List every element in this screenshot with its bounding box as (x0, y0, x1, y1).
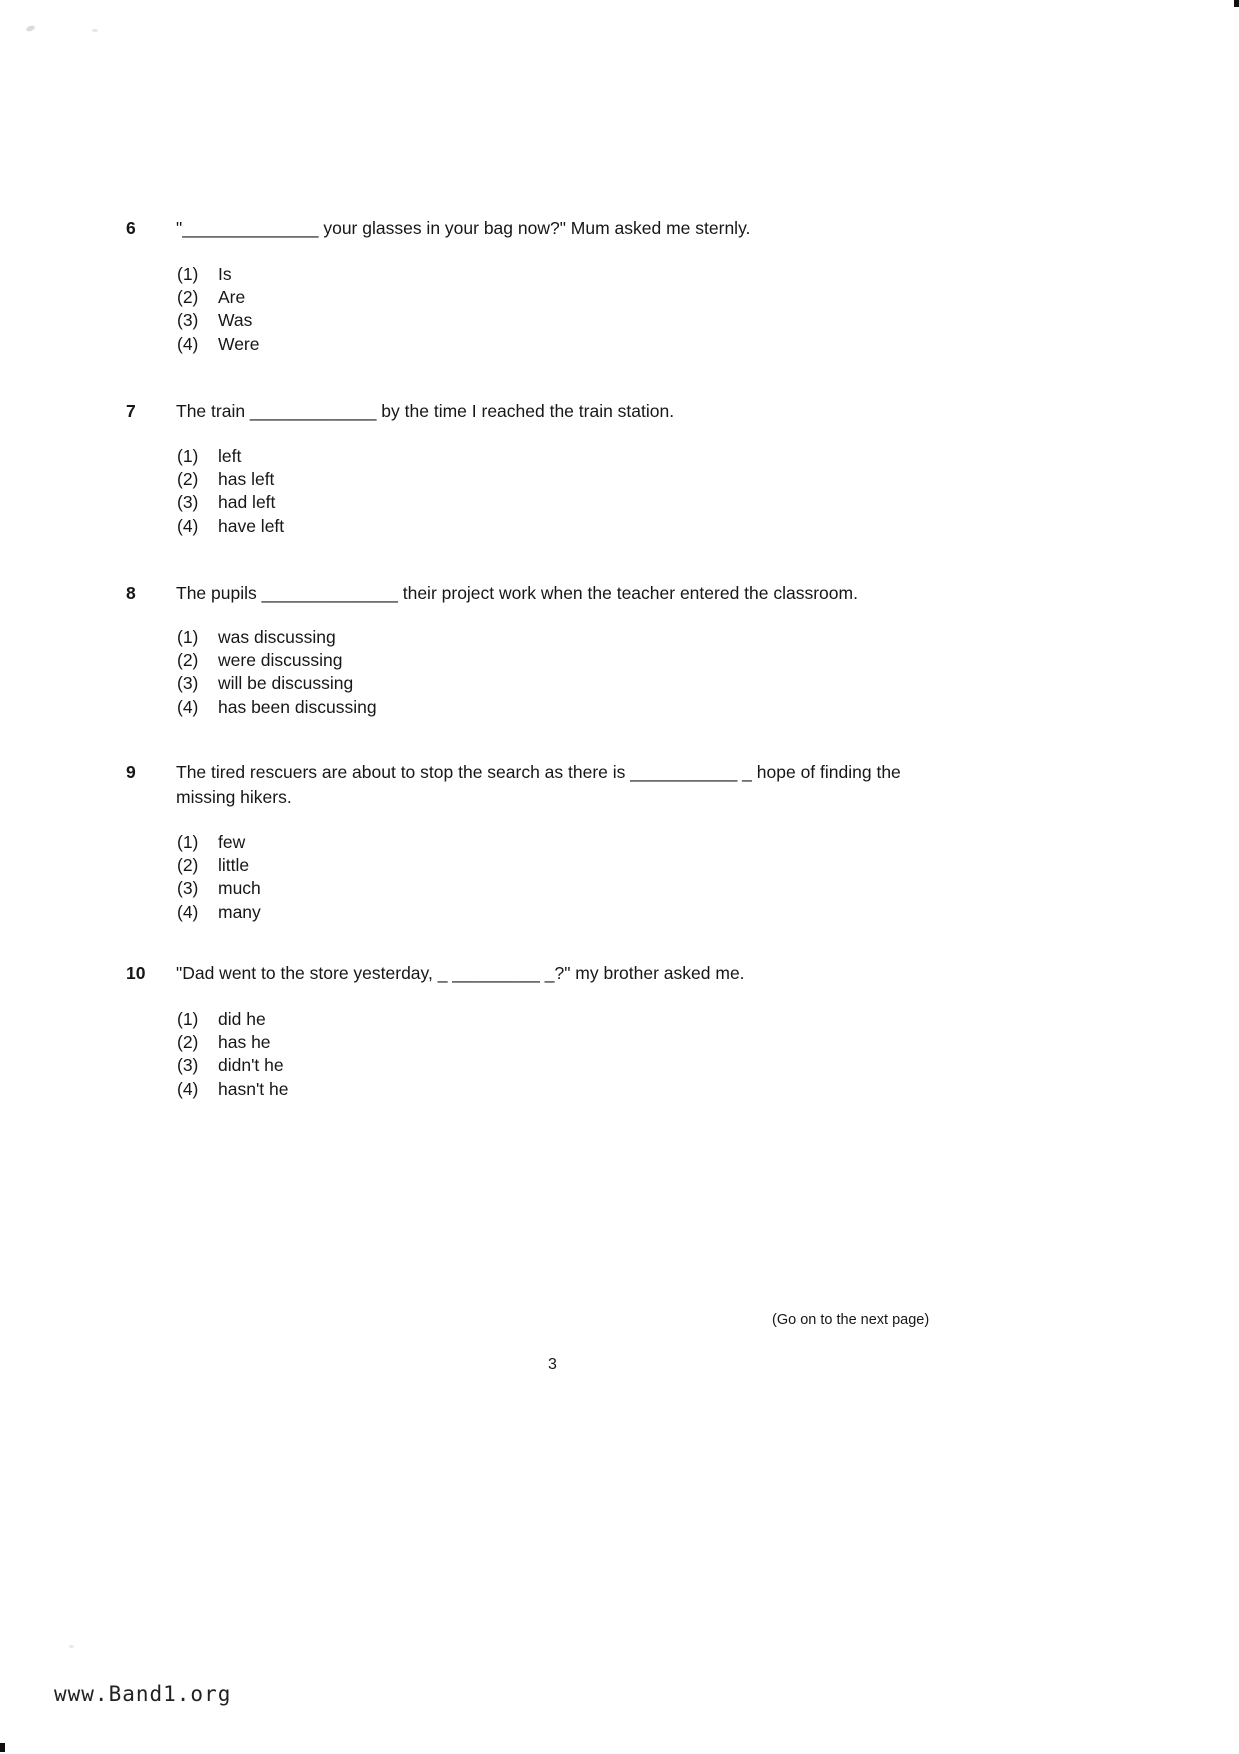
option-marker: (2) (177, 1032, 199, 1053)
option-label: few (218, 832, 246, 852)
option-marker: (4) (177, 333, 199, 354)
option (177, 309, 260, 332)
option-label: were discussing (218, 650, 343, 671)
question-text (176, 961, 745, 986)
question-number: 9 (126, 762, 136, 782)
question-text (176, 760, 901, 810)
option-label: little (218, 855, 250, 876)
option (177, 515, 284, 538)
option (177, 491, 284, 514)
option-label: have left (218, 515, 285, 536)
option-marker: (2) (177, 469, 199, 490)
option-label: has been discussing (218, 696, 377, 717)
option-label: was discussing (218, 627, 336, 647)
option-marker: (2) (177, 650, 199, 671)
options-question-6 (177, 263, 260, 356)
option-marker: (1) (177, 832, 199, 852)
option-marker: (3) (177, 878, 199, 899)
question-text (176, 399, 674, 424)
option (177, 831, 261, 854)
option (177, 1031, 288, 1054)
option-marker: (3) (177, 492, 199, 513)
option-marker: (1) (177, 446, 199, 466)
question-number: 7 (126, 401, 136, 421)
option-label: didn't he (218, 1055, 284, 1076)
option-label: Are (218, 287, 246, 308)
question-text-line: The train _____________ by the time I reached the train station. (176, 401, 675, 421)
option-marker: (1) (177, 1009, 199, 1029)
option (177, 626, 377, 649)
option (177, 649, 377, 672)
scan-edge-mark (0, 1743, 5, 1752)
option-marker: (4) (177, 515, 199, 536)
option-label: did he (218, 1009, 266, 1029)
question-text-line: The pupils ______________ their project work when the teacher entered the classroom. (176, 583, 858, 603)
scan-speck (69, 1645, 74, 1648)
continuation-note: (Go on to the next page) (772, 1312, 930, 1328)
question-number: 6 (126, 218, 136, 238)
option-label: Was (218, 310, 253, 331)
option-marker: (4) (177, 1078, 199, 1099)
option (177, 468, 284, 491)
option-marker: (1) (177, 627, 199, 647)
options-question-9 (177, 831, 261, 924)
option-marker: (2) (177, 287, 199, 308)
option-marker: (2) (177, 855, 199, 876)
scan-edge-mark (1234, 0, 1239, 7)
options-question-8 (177, 626, 377, 719)
option-label: hasn't he (218, 1078, 289, 1099)
option (177, 1078, 288, 1101)
option-marker: (4) (177, 696, 199, 717)
option (177, 1008, 288, 1031)
watermark-url: www.Band1.org (54, 1682, 232, 1706)
option-marker: (3) (177, 310, 199, 331)
option-label: Were (218, 333, 260, 354)
question-text-line: missing hikers. (176, 787, 292, 807)
option (177, 696, 377, 719)
option (177, 286, 260, 309)
option-label: left (218, 446, 242, 466)
option (177, 854, 261, 877)
option (177, 672, 377, 695)
question-text-line: "______________ your glasses in your bag now?" Mum asked me sternly. (176, 218, 751, 238)
question-text (176, 581, 858, 606)
option-label: much (218, 878, 261, 899)
option-label: has left (218, 469, 275, 490)
question-text (176, 216, 750, 241)
option-marker: (3) (177, 1055, 199, 1076)
options-question-7 (177, 445, 284, 538)
option (177, 877, 261, 900)
option (177, 1054, 288, 1077)
question-number: 10 (126, 963, 146, 983)
option-label: had left (218, 492, 276, 513)
option-marker: (3) (177, 673, 199, 694)
option (177, 333, 260, 356)
option-marker: (1) (177, 264, 199, 284)
scan-speck (25, 25, 35, 33)
option (177, 445, 284, 468)
option-marker: (4) (177, 901, 199, 922)
option-label: has he (218, 1032, 271, 1053)
option (177, 263, 260, 286)
question-text-line: The tired rescuers are about to stop the search as there is ___________ _ hope of finding the (176, 762, 901, 782)
option-label: Is (218, 264, 232, 284)
page-number: 3 (548, 1356, 557, 1373)
option-label: will be discussing (218, 673, 354, 694)
question-number: 8 (126, 583, 136, 603)
scan-speck (92, 29, 98, 32)
option (177, 901, 261, 924)
options-question-10 (177, 1008, 288, 1101)
option-label: many (218, 901, 261, 922)
question-text-line: "Dad went to the store yesterday, _ _________ _?" my brother asked me. (176, 963, 745, 983)
